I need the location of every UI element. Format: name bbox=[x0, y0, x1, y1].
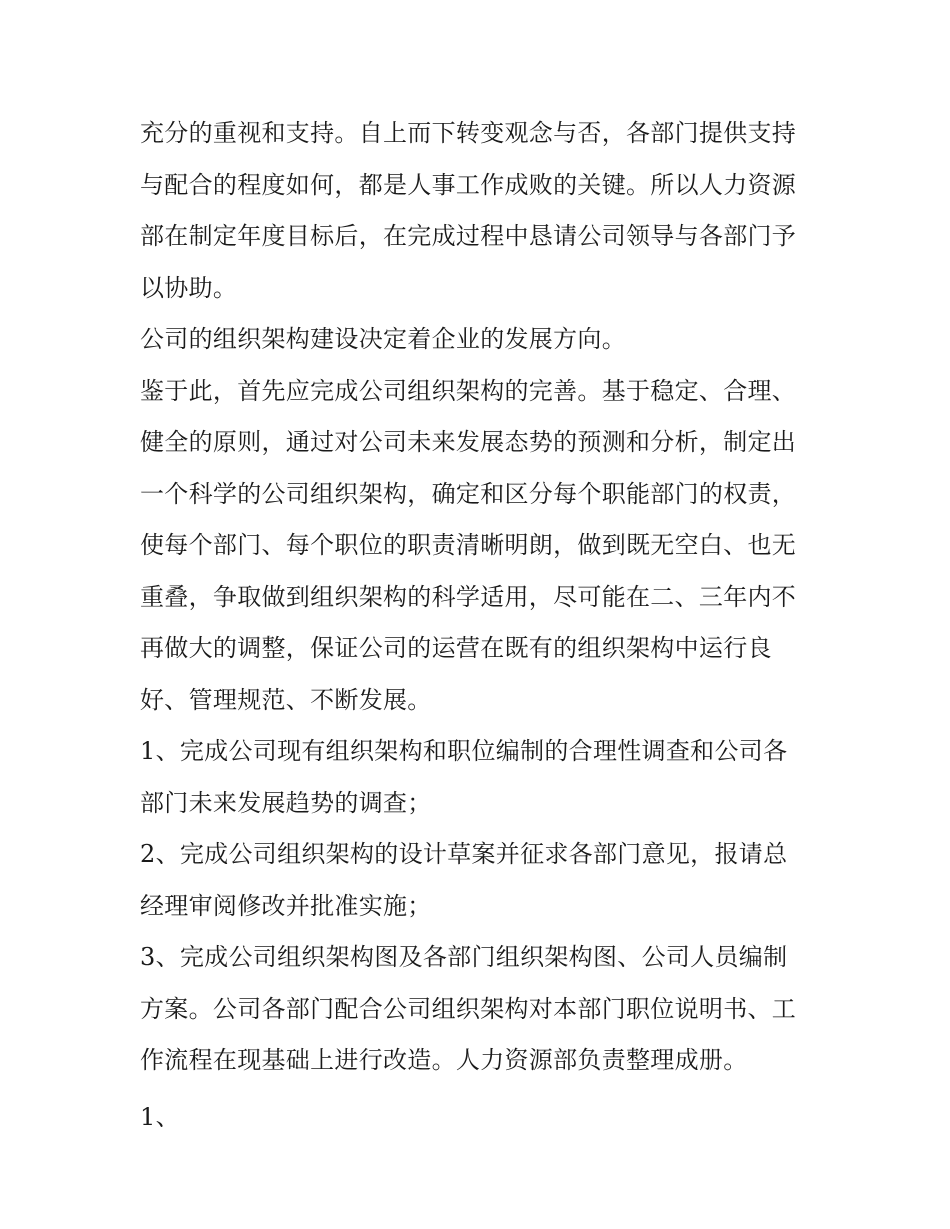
text-line: 重叠，争取做到组织架构的科学适用，尽可能在二、三年内不 bbox=[140, 582, 797, 611]
text-line: 鉴于此，首先应完成公司组织架构的完善。基于稳定、合理、 bbox=[140, 376, 797, 405]
text-line: 健全的原则，通过对公司未来发展态势的预测和分析，制定出 bbox=[140, 428, 797, 456]
text-line: 一个科学的公司组织架构，确定和区分每个职能部门的权责， bbox=[140, 479, 797, 508]
list-item-line: 1、 bbox=[140, 1102, 180, 1131]
text-line: 使每个部门、每个职位的职责清晰明朗，做到既无空白、也无 bbox=[140, 531, 797, 559]
list-item-line: 方案。公司各部门配合公司组织架构对本部门职位说明书、工 bbox=[140, 994, 797, 1023]
list-item-line: 1、完成公司现有组织架构和职位编制的合理性调查和公司各 bbox=[140, 737, 788, 765]
text-line: 部在制定年度目标后，在完成过程中恳请公司领导与各部门予 bbox=[140, 222, 797, 250]
text-line: 公司的组织架构建设决定着企业的发展方向。 bbox=[140, 325, 626, 353]
text-line: 好、管理规范、不断发展。 bbox=[140, 685, 432, 714]
text-line: 充分的重视和支持。自上而下转变观念与否，各部门提供支持 bbox=[140, 119, 797, 147]
list-item-line: 2、完成公司组织架构的设计草案并征求各部门意见，报请总 bbox=[140, 840, 788, 868]
list-item-line: 部门未来发展趋势的调查； bbox=[140, 788, 432, 817]
text-line: 再做大的调整，保证公司的运营在既有的组织架构中运行良 bbox=[140, 634, 772, 662]
text-line: 与配合的程度如何，都是人事工作成败的关键。所以人力资源 bbox=[140, 170, 797, 199]
list-item-line: 3、完成公司组织架构图及各部门组织架构图、公司人员编制 bbox=[140, 943, 788, 971]
list-item-line: 经理审阅修改并批准实施； bbox=[140, 891, 432, 920]
text-line: 以协助。 bbox=[140, 273, 238, 302]
list-item-line: 作流程在现基础上进行改造。人力资源部负责整理成册。 bbox=[140, 1046, 748, 1074]
document-body bbox=[140, 108, 820, 1143]
